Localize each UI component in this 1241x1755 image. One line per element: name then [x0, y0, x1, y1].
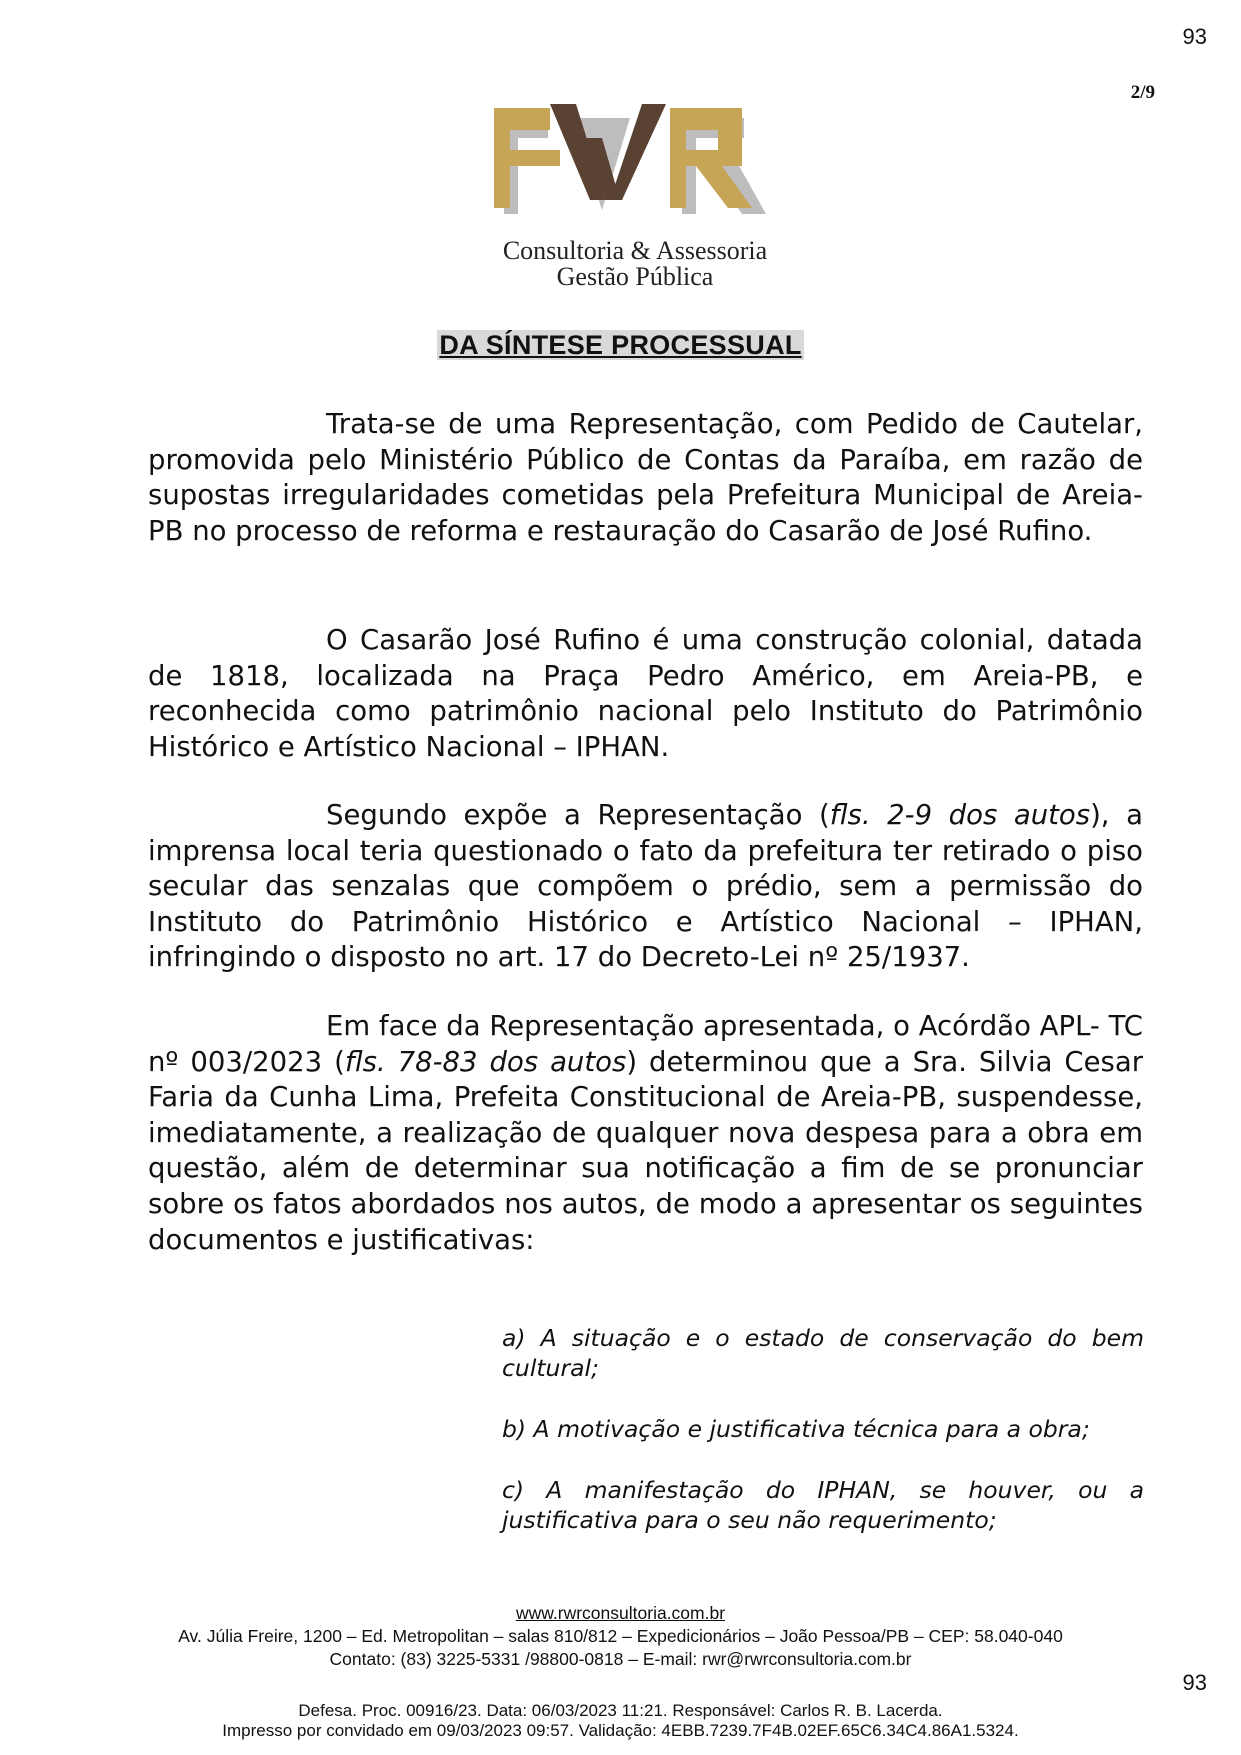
paragraph-3-text-a: Segundo expõe a Representação (: [326, 799, 830, 831]
paragraph-4-citation: fls. 78-83 dos autos: [344, 1045, 627, 1078]
rwr-logo: [490, 100, 780, 230]
list-item-b: b) A motivação e justificativa técnica para a obra;: [502, 1415, 1090, 1443]
page-fraction: 2/9: [1130, 82, 1155, 103]
logo-subtitle-line2: Gestão Pública: [556, 262, 714, 291]
paragraph-3-text-c: ), a imprensa local teria questionado o fato da prefeitura ter retirado o piso secular das senzalas que compõem o prédio, sem a permissão do Instituto do Patrimônio Histórico e Artístico Nacional – IPHAN, infringindo o disposto no art. 17 do Decreto-Lei nº 25/1937.: [148, 799, 1143, 974]
paragraph-3-citation: fls. 2-9 dos autos: [829, 799, 1091, 831]
stamp-line-2: Impresso por convidado em 09/03/2023 09:57. Validação: 4EBB.7239.7F4B.02EF.65C6.34C4.86A1.5324.: [222, 1721, 1019, 1740]
paragraph-1-text: Trata-se de uma Representação, com Pedido de Cautelar, promovida pelo Ministério Público de Contas da Paraíba, em razão de supostas irregularidades cometidas pela Prefeitura Municipal de Areia-PB no processo de reforma e restauração do Casarão de José Rufino.: [148, 408, 1143, 547]
paragraph-4: [148, 1009, 1143, 1258]
section-heading: [0, 330, 1241, 361]
stamp-line-1: Defesa. Proc. 00916/23. Data: 06/03/2023 11:21. Responsável: Carlos R. B. Lacerda.: [298, 1701, 943, 1720]
paragraph-4-text-a: Em face da Representação apresentada, o Acórdão APL- TC nº 003/2023 (: [148, 1010, 1143, 1078]
footer-contact: Contato: (83) 3225-5331 /98800-0818 – E-mail: rwr@rwrconsultoria.com.br: [329, 1649, 912, 1669]
list-item-c: c) A manifestação do IPHAN, se houver, ou a justificativa para o seu não requerimento;: [502, 1476, 1144, 1534]
page-number-bottom: 93: [1182, 1670, 1207, 1695]
paragraph-3: [148, 798, 1143, 976]
footer-website-link[interactable]: www.rwrconsultoria.com.br: [515, 1603, 726, 1623]
section-heading-text: DA SÍNTESE PROCESSUAL: [439, 330, 802, 360]
logo-subtitle-line1: Consultoria & Assessoria: [502, 236, 768, 265]
footer-address: Av. Júlia Freire, 1200 – Ed. Metropolitan – salas 810/812 – Expedicionários – João Pessoa/PB – CEP: 58.040-040: [178, 1626, 1063, 1646]
paragraph-1: [148, 407, 1143, 549]
paragraph-2-text: O Casarão José Rufino é uma construção colonial, datada de 1818, localizada na Praça Pedro Américo, em Areia-PB, e reconhecida como patrimônio nacional pelo Instituto do Patrimônio Histórico e Artístico Nacional – IPHAN.: [148, 624, 1143, 763]
paragraph-4-text-c: ) determinou que a Sra. Silvia Cesar Faria da Cunha Lima, Prefeita Constitucional de Areia-PB, suspendesse, imediatamente, a realização de qualquer nova despesa para a obra em questão, além de determinar sua notificação a fim de se pronunciar sobre os fatos abordados nos autos, de modo a apresentar os seguintes documentos e justificativas:: [148, 1045, 1144, 1256]
logo-subtitle: [440, 238, 830, 290]
page-footer: [0, 1602, 1241, 1671]
list-item-a: a) A situação e o estado de conservação do bem cultural;: [502, 1324, 1144, 1382]
page-number-top: 93: [1182, 24, 1207, 49]
validation-stamp: [0, 1701, 1241, 1741]
paragraph-2: [148, 623, 1143, 765]
